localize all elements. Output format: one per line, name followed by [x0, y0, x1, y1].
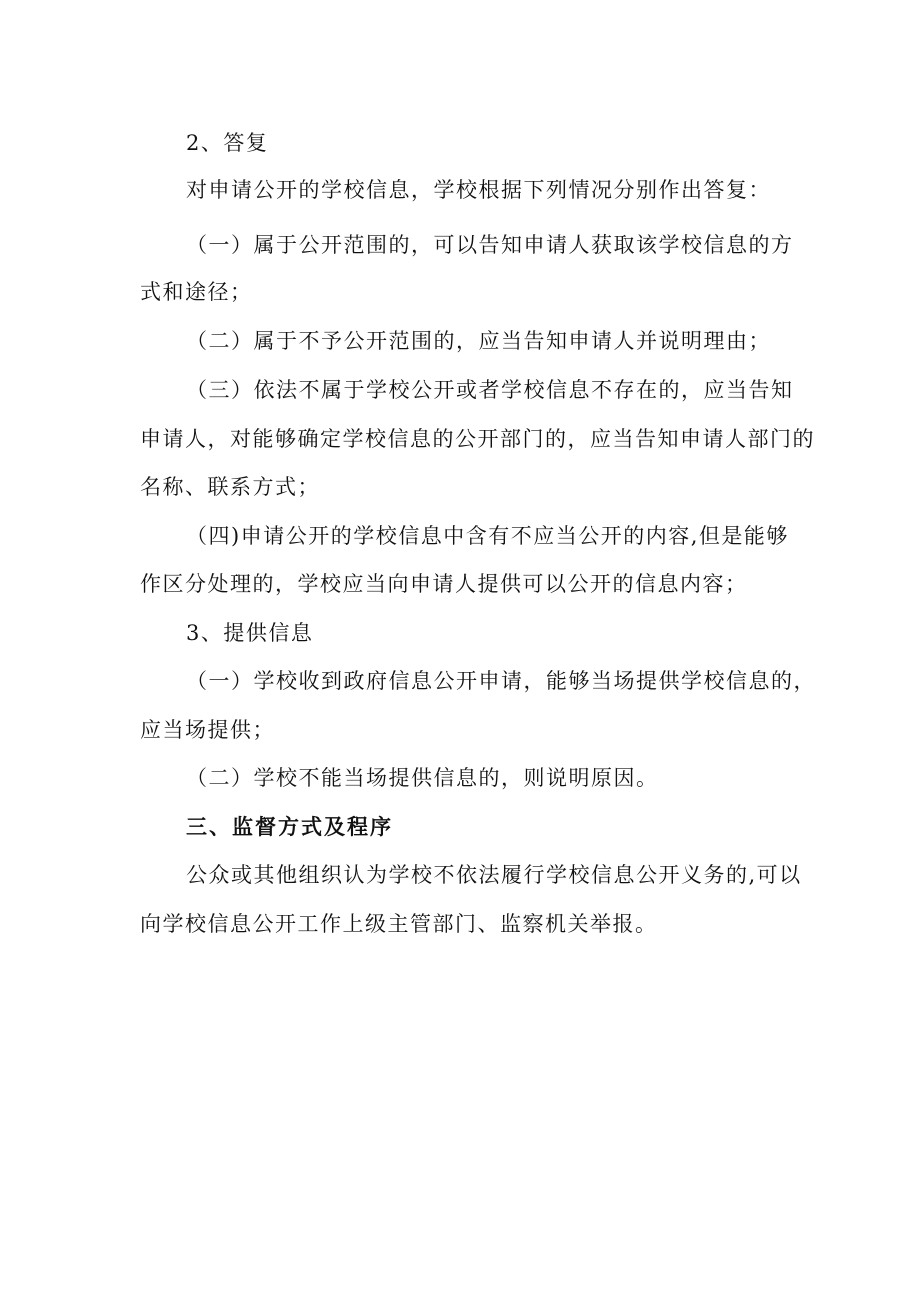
- provide-item-1-line1: （一）学校收到政府信息公开申请，能够当场提供学校信息的，: [186, 669, 816, 693]
- reply-item-3-line1: （三）依法不属于学校公开或者学校信息不存在的，应当告知: [186, 378, 794, 402]
- supervision-line2: 向学校信息公开工作上级主管部门、监察机关举报。: [140, 912, 658, 936]
- reply-item-3-line2: 申请人，对能够确定学校信息的公开部门的，应当告知申请人部门的: [140, 427, 815, 451]
- reply-intro: 对申请公开的学校信息，学校根据下列情况分别作出答复：: [186, 178, 771, 202]
- reply-item-4-line1: （四)申请公开的学校信息中含有不应当公开的内容,但是能够: [186, 524, 789, 548]
- section-2-heading: 2、答复: [186, 131, 269, 155]
- supervision-heading: 三、监督方式及程序: [186, 815, 393, 839]
- provide-item-2: （二）学校不能当场提供信息的，则说明原因。: [186, 766, 659, 790]
- supervision-line1: 公众或其他组织认为学校不依法履行学校信息公开义务的,可以: [186, 863, 802, 887]
- reply-item-3-line3: 名称、联系方式；: [140, 475, 320, 499]
- reply-item-2: （二）属于不予公开范围的，应当告知申请人并说明理由；: [186, 329, 771, 353]
- provide-item-1-line2: 应当场提供；: [140, 718, 275, 742]
- section-3-heading: 3、提供信息: [186, 621, 314, 645]
- reply-item-4-line2: 作区分处理的，学校应当向申请人提供可以公开的信息内容；: [140, 572, 748, 596]
- reply-item-1-line1: （一）属于公开范围的，可以告知申请人获取该学校信息的方: [186, 233, 794, 257]
- reply-item-1-line2: 式和途径；: [140, 280, 253, 304]
